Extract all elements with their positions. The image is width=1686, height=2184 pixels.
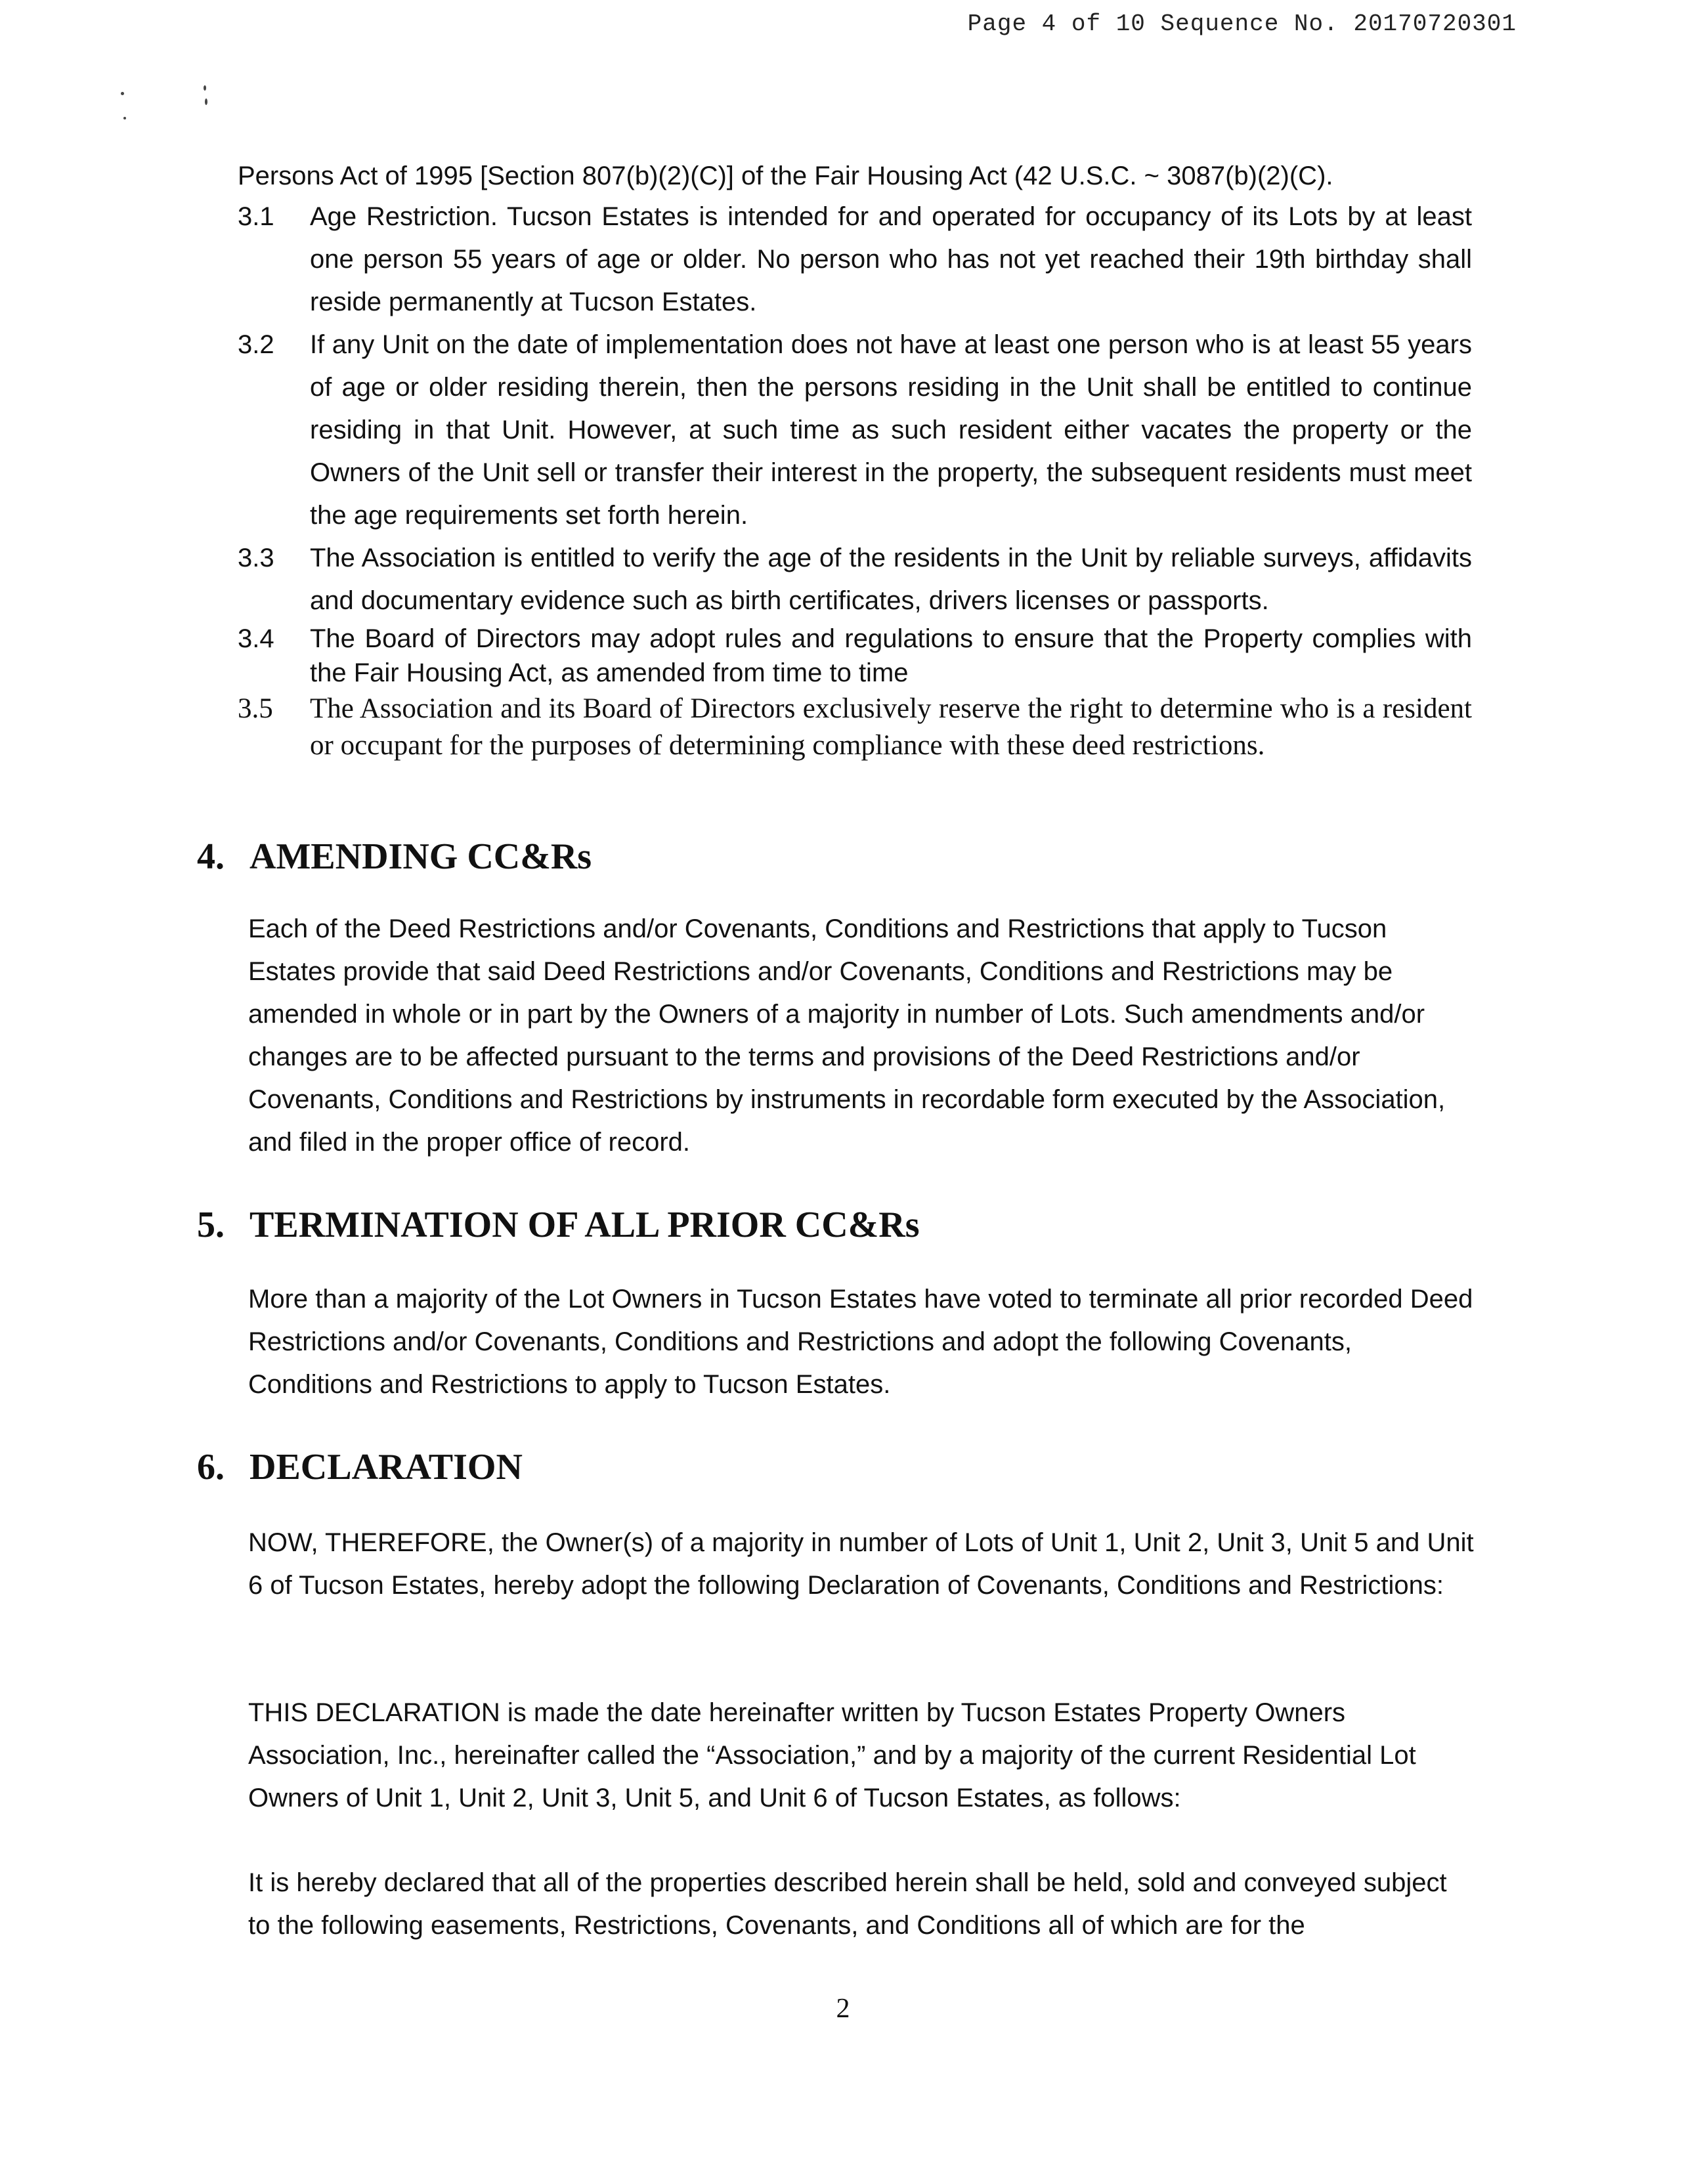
item-text: Age Restriction. Tucson Estates is intended for and operated for occupancy of its Lots by at least one person 55 years of age or older. No person who has not yet reached their 19th birthday shall reside permanently at Tucson Estates. [310, 202, 1472, 316]
item-text: The Association and its Board of Directors exclusively reserve the right to determine who is a resident or occupant for the purposes of determining compliance with these deed restrictions. [310, 693, 1472, 761]
item-number: 3.1 [238, 202, 274, 231]
page-number: 2 [836, 1994, 850, 2024]
section-4-paragraph: Each of the Deed Restrictions and/or Covenants, Conditions and Restrictions that apply to Tucson Estates provide that said Deed Restrictions and/or Covenants, Conditions and Restrictions may be amended in whole or in part by the Owners of a majority in number of Lots. Such amendments and/or changes are to be affected pursuant to the terms and provisions of the Deed Restrictions and/or Covenants, Conditions and Restrictions by instruments in recordable form executed by the Association, and filed in the proper office of record. [248, 914, 1446, 1157]
section-5-heading [197, 1202, 920, 1248]
section-6-paragraph-2: THIS DECLARATION is made the date hereinafter written by Tucson Estates Property Owners Association, Inc., hereinafter called the “Association,” and by a majority of the current Residential Lot Owners of Unit 1, Unit 2, Unit 3, Unit 5, and Unit 6 of Tucson Estates, as follows: [248, 1698, 1416, 1812]
intro-line: Persons Act of 1995 [Section 807(b)(2)(C)] of the Fair Housing Act (42 U.S.C. ~ 3087(b)(2)(C). [238, 161, 1333, 190]
heading-title: TERMINATION OF ALL PRIOR CC&Rs [249, 1205, 920, 1245]
item-text: The Association is entitled to verify the age of the residents in the Unit by reliable surveys, affidavits and documentary evidence such as birth certificates, drivers licenses or passports. [310, 544, 1472, 615]
section-4-heading [197, 834, 592, 880]
section-3-2 [238, 324, 1472, 537]
heading-number: 5. [197, 1205, 225, 1245]
heading-title: DECLARATION [249, 1447, 523, 1488]
section-5-paragraph: More than a majority of the Lot Owners in Tucson Estates have voted to terminate all prior recorded Deed Restrictions and/or Covenants, Conditions and Restrictions and adopt the following Covenants, Conditions and Restrictions to apply to Tucson Estates. [248, 1285, 1473, 1399]
section-3-4 [238, 622, 1472, 690]
section-3-5 [238, 691, 1472, 764]
section-6-paragraph-1: NOW, THEREFORE, the Owner(s) of a majority in number of Lots of Unit 1, Unit 2, Unit 3, Unit 5 and Unit 6 of Tucson Estates, hereby adopt the following Declaration of Covenants, Conditions and Restrictions: [248, 1528, 1474, 1600]
heading-title: AMENDING CC&Rs [249, 836, 592, 877]
item-number: 3.4 [238, 624, 274, 653]
item-text: If any Unit on the date of implementation does not have at least one person who is at least 55 years of age or older residing therein, then the persons residing in the Unit shall be entitled to continue residing in that Unit. However, at such time as such resident either vacates the property or the Owners of the Unit sell or transfer their interest in the property, the subsequent residents must meet the age requirements set forth herein. [310, 330, 1472, 530]
heading-number: 6. [197, 1447, 225, 1488]
heading-number: 4. [197, 836, 225, 877]
item-number: 3.2 [238, 330, 274, 359]
item-number: 3.5 [238, 693, 273, 724]
page-sequence-header: Page 4 of 10 Sequence No. 20170720301 [967, 11, 1517, 37]
section-3-3 [238, 537, 1472, 622]
section-3-1 [238, 196, 1472, 324]
scan-specks [118, 83, 217, 129]
section-6-paragraph-3: It is hereby declared that all of the properties described herein shall be held, sold and conveyed subject to the following easements, Restrictions, Covenants, and Conditions all of which are for the [248, 1868, 1447, 1940]
item-number: 3.3 [238, 544, 274, 572]
item-text: The Board of Directors may adopt rules and regulations to ensure that the Property complies with the Fair Housing Act, as amended from time to time [310, 624, 1472, 687]
section-6-heading [197, 1444, 523, 1490]
